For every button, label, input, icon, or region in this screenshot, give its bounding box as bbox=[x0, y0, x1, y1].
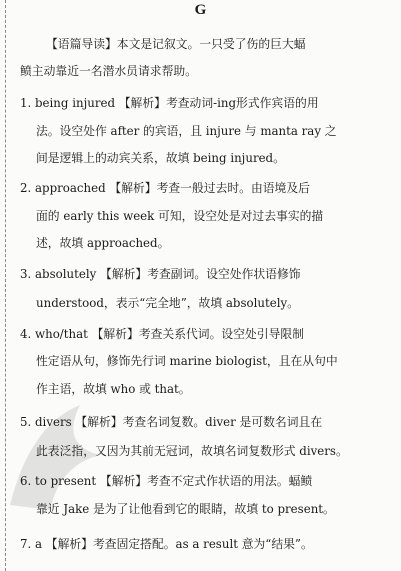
answer-6-line: 靠近 Jake 是为了让他看到它的眼睛，故填 to present。 bbox=[36, 502, 335, 516]
answer-3-line: 3. absolutely 【解析】考查副词。设空处作状语修饰 bbox=[20, 267, 301, 281]
answer-1-line: 间是逻辑上的动宾关系，故填 being injured。 bbox=[36, 151, 285, 165]
intro-line: 鲼主动靠近一名潜水员请求帮助。 bbox=[20, 64, 197, 78]
answer-6-line: 6. to present 【解析】考查不定式作状语的用法。蝠鲼 bbox=[20, 474, 313, 488]
answer-7-line: 7. a 【解析】考查固定搭配。as a result 意为“结果”。 bbox=[20, 537, 313, 551]
answer-4-line: 作主语，故填 who 或 that。 bbox=[36, 382, 191, 396]
answer-5-line: 5. divers 【解析】考查名词复数。diver 是可数名词且在 bbox=[20, 415, 323, 429]
answer-2-line: 述，故填 approached。 bbox=[36, 236, 170, 250]
intro-line: 【语篇导读】本文是记叙文。一只受了伤的巨大蝠 bbox=[46, 37, 306, 51]
answer-4-line: 4. who/that 【解析】考查关系代词。设空处引导限制 bbox=[20, 327, 304, 341]
section-title: G bbox=[194, 2, 207, 18]
answer-5-line: 此表泛指，又因为其前无冠词，故填名词复数形式 divers。 bbox=[36, 444, 348, 458]
answer-1-line: 法。设空处作 after 的宾语，且 injure 与 manta ray 之 bbox=[36, 124, 337, 138]
answer-4-line: 性定语从句，修饰先行词 marine biologist，且在从句中 bbox=[36, 354, 338, 368]
answer-3-line: understood，表示“完全地”，故填 absolutely。 bbox=[36, 296, 299, 310]
answer-2-line: 2. approached 【解析】考查一般过去时。由语境及后 bbox=[20, 181, 310, 195]
answer-1-line: 1. being injured 【解析】考查动词-ing形式作宾语的用 bbox=[20, 96, 319, 110]
answer-2-line: 面的 early this week 可知，设空处是对过去事实的描 bbox=[36, 209, 324, 223]
